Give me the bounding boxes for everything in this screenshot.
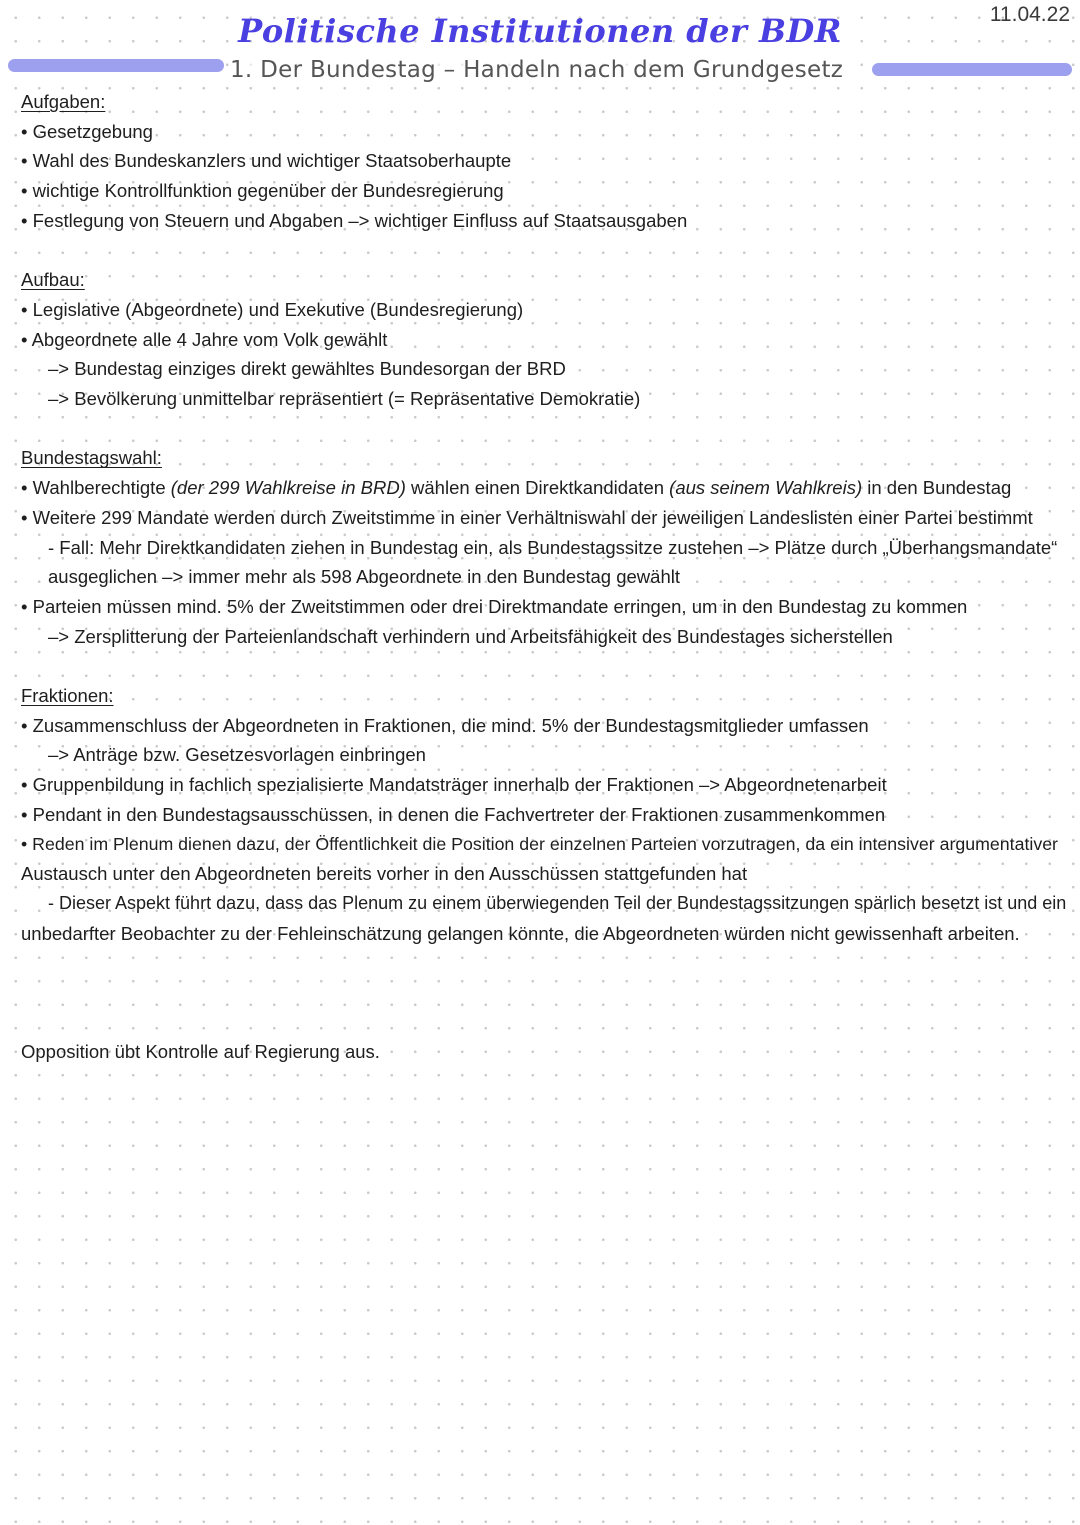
sub-item: - Dieser Aspekt führt dazu, dass das Plenum zu einem überwiegenden Teil der Bundestagssitzungen spärlich besetzt ist und ein xyxy=(48,892,1067,913)
date: 11.04.22 xyxy=(989,3,1070,26)
section-heading-fraktionen: Fraktionen: xyxy=(21,685,114,707)
list-item: • Wahl des Bundeskanzlers und wichtiger Staatsoberhaupte xyxy=(21,150,512,172)
sub-item: ausgeglichen –> immer mehr als 598 Abgeordnete in den Bundestag gewählt xyxy=(48,566,680,588)
list-item: • Weitere 299 Mandate werden durch Zweitstimme in einer Verhältniswahl der jeweiligen Landeslisten einer Partei bestimmt xyxy=(21,506,1033,528)
sub-item: –> Zersplitterung der Parteienlandschaft verhindern und Arbeitsfähigkeit des Bundestages sicherstellen xyxy=(48,625,893,647)
spacer xyxy=(21,236,1071,266)
title-underline-left xyxy=(8,59,224,72)
italic-note: (aus seinem Wahlkreis) xyxy=(669,477,863,499)
sub-item: –> Anträge bzw. Gesetzesvorlagen einbringen xyxy=(48,744,426,766)
list-item: • Reden im Plenum dienen dazu, der Öffentlichkeit die Position der einzelnen Parteien vorzutragen, da ein intensiver argumentativer xyxy=(21,833,1058,854)
footer-note: Opposition übt Kontrolle auf Regierung aus. xyxy=(21,1041,380,1063)
sub-item: –> Bevölkerung unmittelbar repräsentiert (= Repräsentative Demokratie) xyxy=(48,388,641,410)
spacer xyxy=(21,948,1071,1037)
list-item: • wichtige Kontrollfunktion gegenüber der Bundesregierung xyxy=(21,180,504,202)
list-item: • Gruppenbildung in fachlich spezialisierte Mandatsträger innerhalb der Fraktionen –> Abgeordnetenarbeit xyxy=(21,774,887,796)
section-heading-bundestagswahl: Bundestagswahl: xyxy=(21,447,162,469)
list-item: • Gesetzgebung xyxy=(21,120,153,142)
text-span: in den Bundestag xyxy=(862,477,1012,499)
spacer xyxy=(21,414,1071,444)
list-item: • Parteien müssen mind. 5% der Zweitstimmen oder drei Direktmandate erringen, um in den Bundestag zu kommen xyxy=(21,595,968,617)
italic-note: (der 299 Wahlkreise in BRD) xyxy=(170,477,406,499)
section-heading-aufbau: Aufbau: xyxy=(21,269,85,291)
list-item: • Abgeordnete alle 4 Jahre vom Volk gewählt xyxy=(21,328,388,350)
list-item-continuation: Austausch unter den Abgeordneten bereits vorher in den Ausschüssen stattgefunden hat xyxy=(21,863,748,885)
text-span: wählen einen Direktkandidaten xyxy=(405,477,670,499)
title-underline-right xyxy=(872,63,1072,76)
spacer xyxy=(21,651,1071,681)
sub-item: –> Bundestag einziges direkt gewähltes Bundesorgan der BRD xyxy=(48,358,566,380)
list-item: • Pendant in den Bundestagsausschüssen, in denen die Fachvertreter der Fraktionen zusammenkommen xyxy=(21,803,886,825)
list-item: • Legislative (Abgeordnete) und Exekutive (Bundesregierung) xyxy=(21,298,524,320)
sub-item: - Fall: Mehr Direktkandidaten ziehen in Bundestag ein, als Bundestagssitze zustehen –> Plätze durch „Überhangsmandate“ xyxy=(48,536,1058,558)
list-item: • Zusammenschluss der Abgeordneten in Fraktionen, die mind. 5% der Bundestagsmitglieder umfassen xyxy=(21,714,869,736)
page-title: Politische Institutionen der BDR xyxy=(238,12,842,50)
page-subtitle: 1. Der Bundestag – Handeln nach dem Grundgesetz xyxy=(230,57,844,83)
list-item xyxy=(21,473,1071,503)
sub-item-continuation: unbedarfter Beobachter zu der Fehleinschätzung gelangen könnte, die Abgeordneten würden nicht gewissenhaft arbeiten. xyxy=(21,922,1020,944)
text-span: • Wahlberechtigte xyxy=(21,477,171,499)
list-item: • Festlegung von Steuern und Abgaben –> wichtiger Einfluss auf Staatsausgaben xyxy=(21,209,688,231)
note-content xyxy=(21,87,1071,1067)
section-heading-aufgaben: Aufgaben: xyxy=(21,91,106,112)
